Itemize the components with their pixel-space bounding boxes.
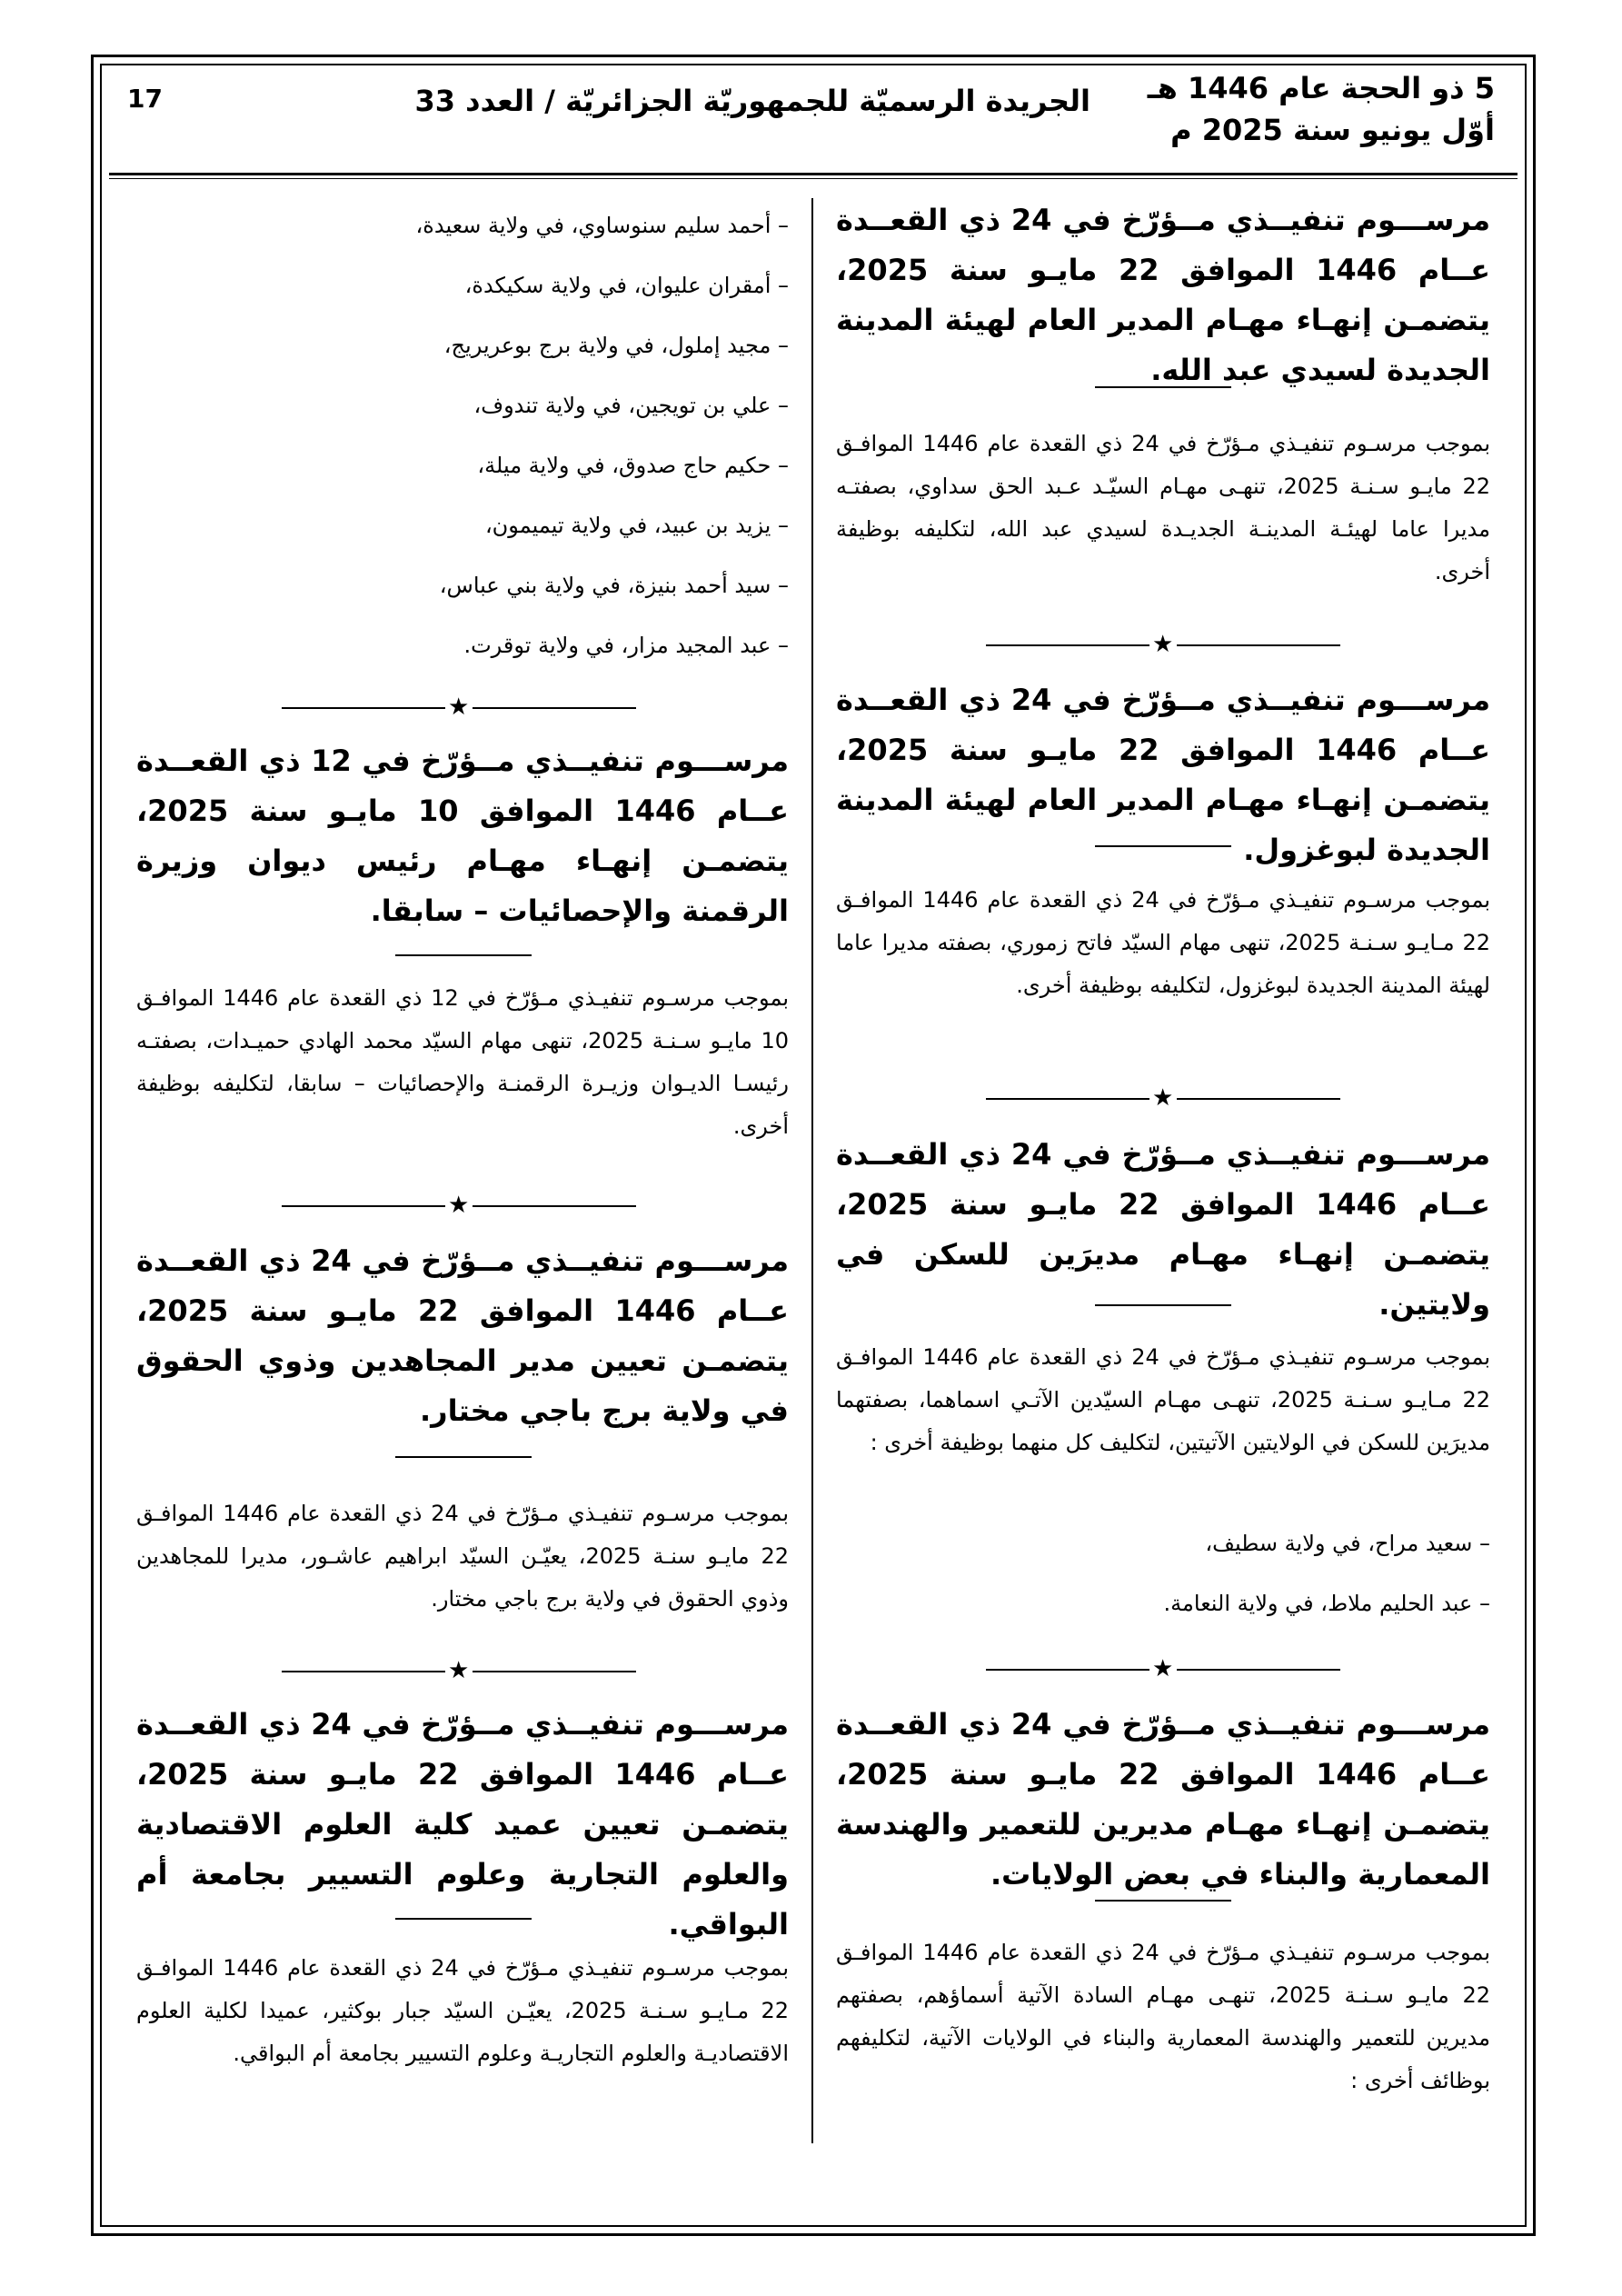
header-divider bbox=[109, 173, 1518, 175]
star-icon: ★ bbox=[448, 694, 470, 721]
decree-body: بموجب مرسـوم تنفيـذي مـؤرّخ في 12 ذي القعدة عام 1446 الموافـق 10 مايـو سـنـة 2025، تنهى مهام السيّد محمد الهادي حميـدات، بصفتـه رئيسـا الديـوان وزيـرة الرقمنـة والإحصائيات – سابقا، لتكليفه بوظيفة أخرى. bbox=[136, 985, 789, 1139]
list-item: – حكيم حاج صدوق، في ولاية ميلة، bbox=[477, 453, 789, 478]
section-separator bbox=[986, 1655, 1340, 1682]
header-hijri-date: 5 ذو الحجة عام 1446 هـ bbox=[1147, 71, 1495, 105]
decree-title: مرســـوم تنفيــذي مــؤرّخ في 24 ذي القعــدة عــام 1446 الموافق 22 مايـو سنة 2025، يتضمـن تعيين مدير المجاهدين وذوي الحقوق في ولاية برج باجي مختار. bbox=[136, 1243, 790, 1428]
decree-body: بموجب مرسـوم تنفيـذي مـؤرّخ في 24 ذي القعدة عام 1446 الموافـق 22 مايـو سـنـة 2025، تنهـى مهـام السيّـد عـبد الحق سداوي، بصفتـه مديرا عاما لهيئـة المدينـة الجديـدة لسيدي عبد الله، لتكليفه بوظيفة أخرى. bbox=[836, 431, 1490, 584]
journal-title: الجريدة الرسميّة للجمهوريّة الجزائريّة / العدد 33 bbox=[414, 84, 1090, 118]
star-icon: ★ bbox=[448, 1657, 470, 1684]
section-separator bbox=[986, 631, 1340, 658]
decree-title: مرســـوم تنفيــذي مــؤرّخ في 12 ذي القعــدة عــام 1446 الموافق 10 مايـو سنة 2025، يتضمـن إنهـاء مهـام رئيس ديوان وزيرة الرقمنة والإحصائيات – سابقا. bbox=[136, 744, 790, 928]
decree-body: بموجب مرسـوم تنفيـذي مـؤرّخ في 24 ذي القعدة عام 1446 الموافـق 22 مـايـو سـنـة 2025، تنهـى مهـام السيّدين الآتـي اسماهما، بصفتهما مديرَين للسكن في الولايتين الآتيتين، لتكليف كل منهما بوظيفة أخرى : bbox=[836, 1344, 1490, 1455]
section-separator bbox=[282, 694, 636, 721]
list-item: – سعيد مراح، في ولاية سطيف، bbox=[1205, 1531, 1490, 1556]
star-icon: ★ bbox=[1152, 1084, 1174, 1112]
decree-title: مرســـوم تنفيــذي مــؤرّخ في 24 ذي القعــدة عــام 1446 الموافق 22 مايـو سنة 2025، يتضمـن إنهـاء مهـام المدير العام لهيئة المدينة الجديدة لبوغزول. bbox=[836, 683, 1491, 867]
page-number: 17 bbox=[127, 84, 163, 114]
star-icon: ★ bbox=[1152, 631, 1174, 658]
decree-body: بموجب مرسـوم تنفيـذي مـؤرّخ في 24 ذي القعدة عام 1446 الموافـق 22 مـايـو سـنـة 2025، يعيّـن السيّد جبار بوكثير، عميدا لكلية العلوم الاقتصاديـة والعلوم التجاريـة وعلوم التسيير بجامعة أم البواقي. bbox=[136, 1955, 789, 2066]
header-divider-thin bbox=[109, 178, 1518, 179]
title-underline bbox=[1095, 845, 1231, 847]
list-item: – مجيد إملول، في ولاية برج بوعريريج، bbox=[443, 333, 789, 358]
list-item: – أحمد سليم سنوساوي، في ولاية سعيدة، bbox=[415, 213, 789, 238]
list-item: – سيد أحمد بنيزة، في ولاية بني عباس، bbox=[439, 573, 789, 598]
column-divider bbox=[811, 198, 813, 2143]
section-separator bbox=[282, 1192, 636, 1219]
section-separator bbox=[282, 1657, 636, 1684]
title-underline bbox=[395, 954, 532, 956]
list-item: – عبد المجيد مزار، في ولاية توقرت. bbox=[463, 633, 789, 658]
title-underline bbox=[1095, 1900, 1231, 1902]
decree-title: مرســـوم تنفيــذي مــؤرّخ في 24 ذي القعــدة عــام 1446 الموافق 22 مايـو سنة 2025، يتضمـن تعيين عميد كلية العلوم الاقتصادية والعلوم التجارية وعلوم التسيير بجامعة أم البواقي. bbox=[136, 1707, 790, 1942]
decree-body: بموجب مرسـوم تنفيـذي مـؤرّخ في 24 ذي القعدة عام 1446 الموافـق 22 مـايـو سـنـة 2025، تنهى مهام السيّد فاتح زموري، بصفته مديرا عاما لهيئة المدينة الجديدة لبوغزول، لتكليفه بوظيفة أخرى. bbox=[836, 887, 1490, 998]
title-underline bbox=[395, 1918, 532, 1920]
star-icon: ★ bbox=[448, 1192, 470, 1219]
decree-body: بموجب مرسـوم تنفيـذي مـؤرّخ في 24 ذي القعدة عام 1446 الموافـق 22 مايـو سنـة 2025، يعيّـن السيّد ابراهيم عاشـور، مديرا للمجاهدين وذوي الحقوق في ولاية برج باجي مختار. bbox=[136, 1501, 790, 1612]
decree-title: مرســـوم تنفيــذي مــؤرّخ في 24 ذي القعــدة عــام 1446 الموافق 22 مايـو سنة 2025، يتضمـن إنهـاء مهـام مديرَين للسكن في ولايتين. bbox=[836, 1137, 1491, 1322]
title-underline bbox=[1095, 386, 1231, 388]
title-underline bbox=[395, 1456, 532, 1458]
title-underline bbox=[1095, 1304, 1231, 1306]
list-item: – علي بن تويجين، في ولاية تندوف، bbox=[473, 393, 789, 418]
list-item: – يزيد بن عبيد، في ولاية تيميمون، bbox=[484, 513, 789, 538]
star-icon: ★ bbox=[1152, 1655, 1174, 1682]
decree-body: بموجب مرسـوم تنفيـذي مـؤرّخ في 24 ذي القعدة عام 1446 الموافـق 22 مايـو سـنـة 2025، تنهـى مهـام السادة الآتية أسماؤهم، بصفتهم مديرين للتعمير والهندسة المعمارية والبناء في الولايات الآتية، لتكليفهم بوظائف أخرى : bbox=[836, 1940, 1491, 2093]
header-gregorian-date: أوّل يونيو سنة 2025 م bbox=[1170, 113, 1495, 147]
section-separator bbox=[986, 1084, 1340, 1112]
decree-title: مرســـوم تنفيــذي مــؤرّخ في 24 ذي القعــدة عــام 1446 الموافق 22 مايـو سنة 2025، يتضمـن إنهـاء مهـام مديرين للتعمير والهندسة المعمارية والبناء في بعض الولايات. bbox=[836, 1707, 1491, 1892]
list-item: – أمقران عليوان، في ولاية سكيكدة، bbox=[464, 273, 789, 298]
list-item: – عبد الحليم ملاط، في ولاية النعامة. bbox=[1163, 1591, 1490, 1616]
decree-title: مرســـوم تنفيــذي مــؤرّخ في 24 ذي القعــدة عــام 1446 الموافق 22 مايـو سنة 2025، يتضمـن إنهـاء مهـام المدير العام لهيئة المدينة الجديدة لسيدي عبد الله. bbox=[836, 203, 1491, 387]
